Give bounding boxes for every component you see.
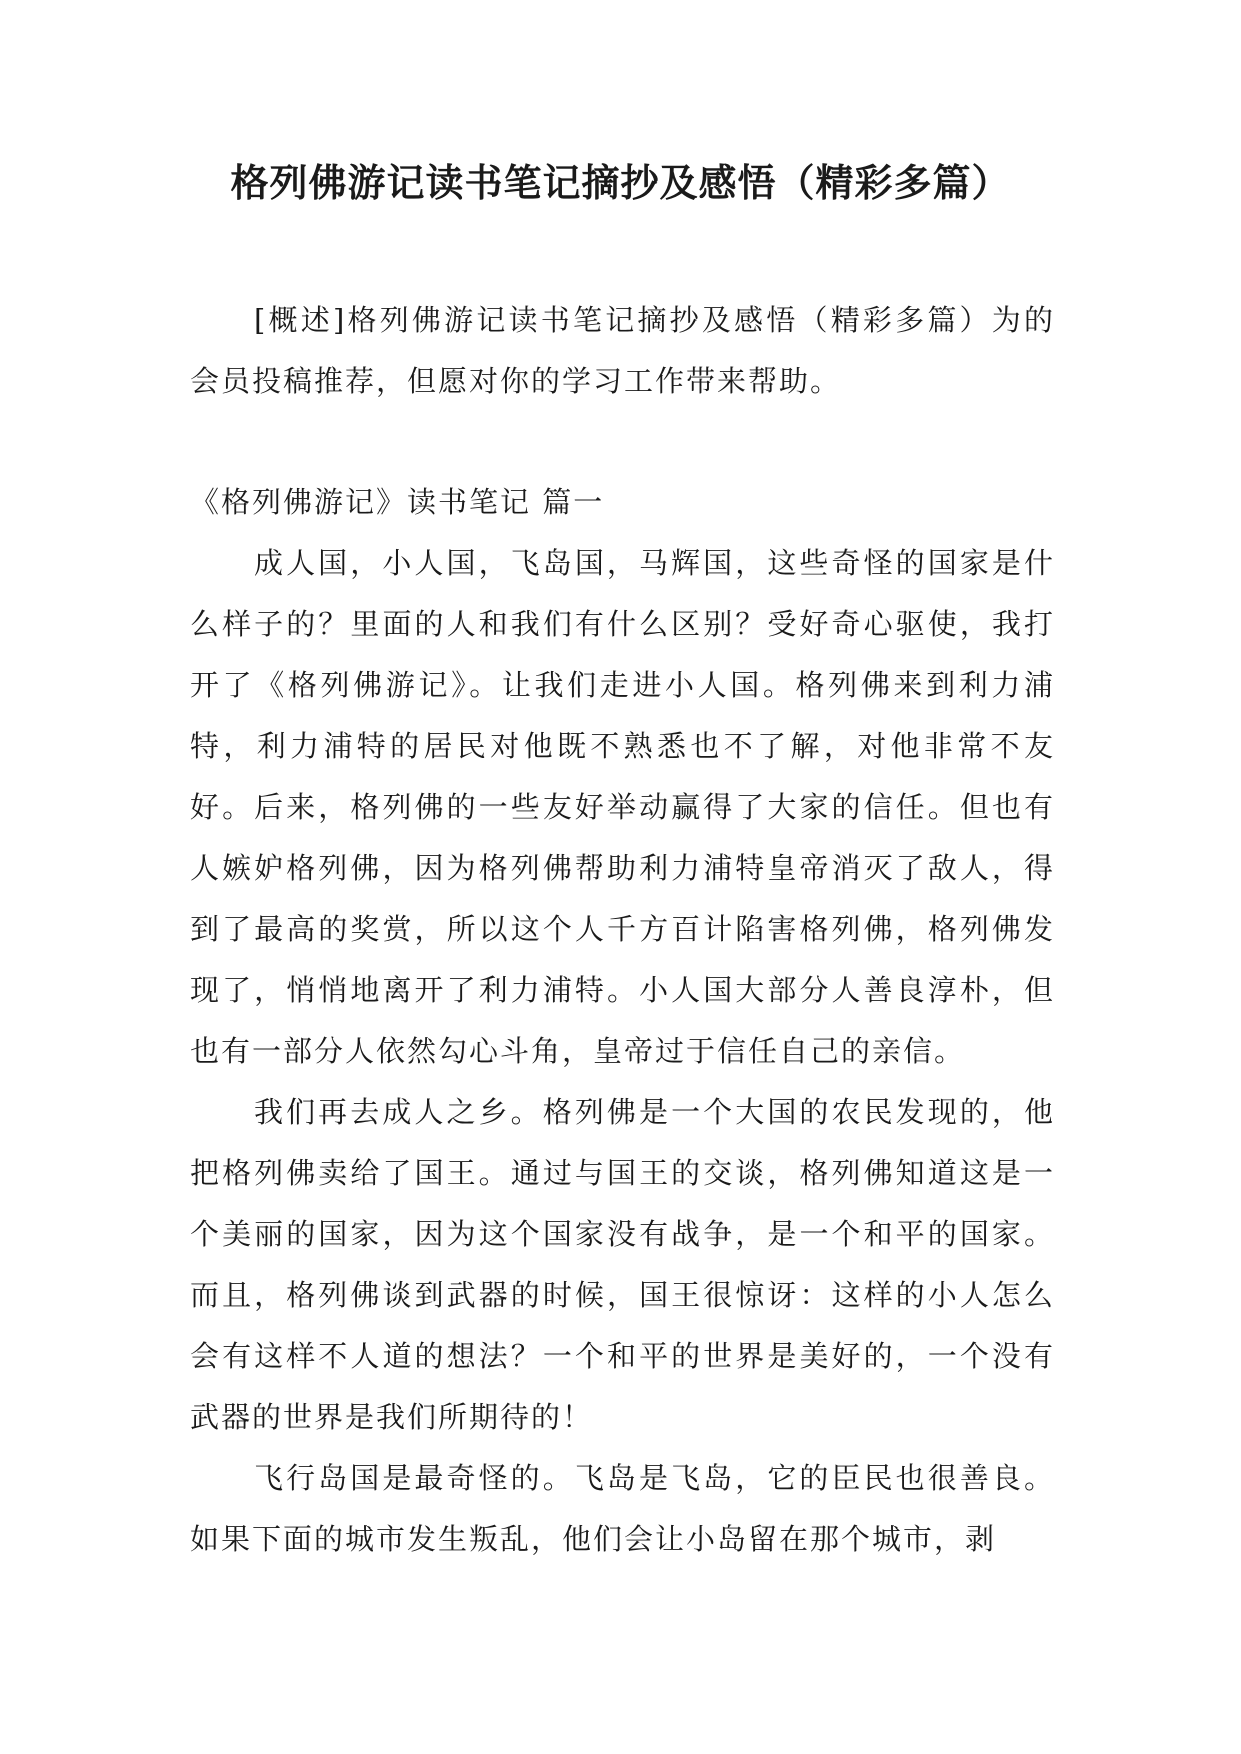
summary-paragraph: [概述]格列佛游记读书笔记摘抄及感悟（精彩多篇）为的会员投稿推荐，但愿对你的学习工作带来帮助。 [190,303,1055,398]
body-paragraph: 飞行岛国是最奇怪的。飞岛是飞岛，它的臣民也很善良。如果下面的城市发生叛乱，他们会让小岛留在那个城市，剥 [190,1461,1055,1556]
body-paragraph: 我们再去成人之乡。格列佛是一个大国的农民发现的，他把格列佛卖给了国王。通过与国王的交谈，格列佛知道这是一个美丽的国家，因为这个国家没有战争，是一个和平的国家。而且，格列佛谈到武器的时候，国王很惊讶：这样的小人怎么会有这样不人道的想法？一个和平的世界是美好的，一个没有武器的世界是我们所期待的！ [190,1095,1055,1434]
body-paragraph: 成人国，小人国，飞岛国，马辉国，这些奇怪的国家是什么样子的？里面的人和我们有什么区别？受好奇心驱使，我打开了《格列佛游记》。让我们走进小人国。格列佛来到利力浦特，利力浦特的居民对他既不熟悉也不了解，对他非常不友好。后来，格列佛的一些友好举动赢得了大家的信任。但也有人嫉妒格列佛，因为格列佛帮助利力浦特皇帝消灭了敌人，得到了最高的奖赏，所以这个人千方百计陷害格列佛，格列佛发现了，悄悄地离开了利力浦特。小人国大部分人善良淳朴，但也有一部分人依然勾心斗角，皇帝过于信任自己的亲信。 [190,546,1055,1068]
document-body [190,290,1055,1570]
document-title: 格列佛游记读书笔记摘抄及感悟（精彩多篇） [230,161,1011,205]
section-heading: 《格列佛游记》读书笔记 篇一 [190,485,605,519]
